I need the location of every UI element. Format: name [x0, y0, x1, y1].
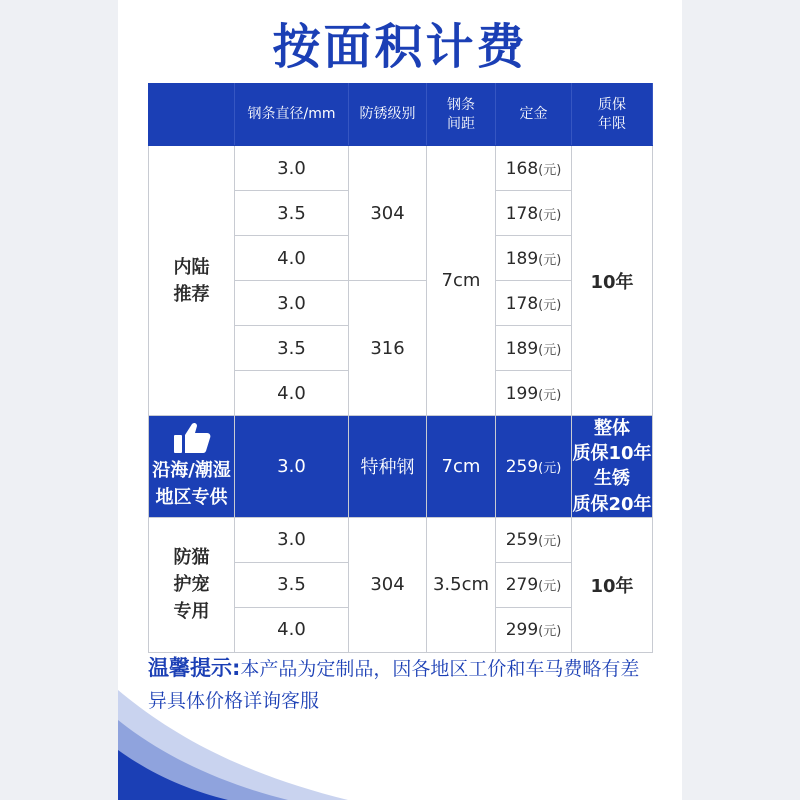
spacing-cell: 7cm: [427, 416, 496, 518]
price-table: [148, 83, 653, 653]
diameter-cell: 4.0: [235, 236, 349, 281]
price-cell: 189(元): [496, 326, 572, 371]
tip-text: 本产品为定制品，因各地区工价和车马费略有差异具体价格详询客服: [148, 658, 640, 712]
warranty-cell: 10年: [572, 146, 653, 416]
diameter-cell: 3.0: [235, 146, 349, 191]
table-row-coastal: [149, 416, 653, 518]
spacing-cell: 3.5cm: [427, 517, 496, 652]
grade-cell: 特种钢: [349, 416, 427, 518]
header-grade: 防锈级别: [349, 84, 427, 146]
warranty-cell: 整体 质保10年 生锈 质保20年: [572, 416, 653, 518]
tip-note: [148, 652, 658, 717]
table-header-row: [149, 84, 653, 146]
diameter-cell: 3.5: [235, 191, 349, 236]
price-cell: 259(元): [496, 517, 572, 562]
diameter-cell: 4.0: [235, 607, 349, 652]
diameter-cell: 3.0: [235, 416, 349, 518]
diameter-cell: 4.0: [235, 371, 349, 416]
table-row: [149, 146, 653, 191]
grade-cell: 316: [349, 281, 427, 416]
header-price: 定金: [496, 84, 572, 146]
region-coastal: 沿海/潮湿 地区专供: [149, 416, 235, 518]
price-cell: 299(元): [496, 607, 572, 652]
price-cell: 279(元): [496, 562, 572, 607]
price-cell: 178(元): [496, 191, 572, 236]
diameter-cell: 3.0: [235, 517, 349, 562]
warranty-cell: 10年: [572, 517, 653, 652]
spacing-cell: 7cm: [427, 146, 496, 416]
price-cell: 259(元): [496, 416, 572, 518]
table-row: [149, 517, 653, 562]
header-diameter: 钢条直径/mm: [235, 84, 349, 146]
grade-cell: 304: [349, 146, 427, 281]
page-title: 按面积计费: [272, 19, 528, 75]
header-region: [149, 84, 235, 146]
thumbs-up-icon: [172, 421, 212, 455]
diameter-cell: 3.5: [235, 562, 349, 607]
price-cell: 178(元): [496, 281, 572, 326]
diameter-cell: 3.0: [235, 281, 349, 326]
region-pet: 防猫 护宠 专用: [149, 517, 235, 652]
price-cell: 189(元): [496, 236, 572, 281]
region-inland: 内陆 推荐: [149, 146, 235, 416]
grade-cell: 304: [349, 517, 427, 652]
price-cell: 168(元): [496, 146, 572, 191]
header-spacing: 钢条 间距: [427, 84, 496, 146]
price-cell: 199(元): [496, 371, 572, 416]
diameter-cell: 3.5: [235, 326, 349, 371]
tip-lead: 温馨提示:: [148, 656, 241, 680]
header-warranty: 质保 年限: [572, 84, 653, 146]
